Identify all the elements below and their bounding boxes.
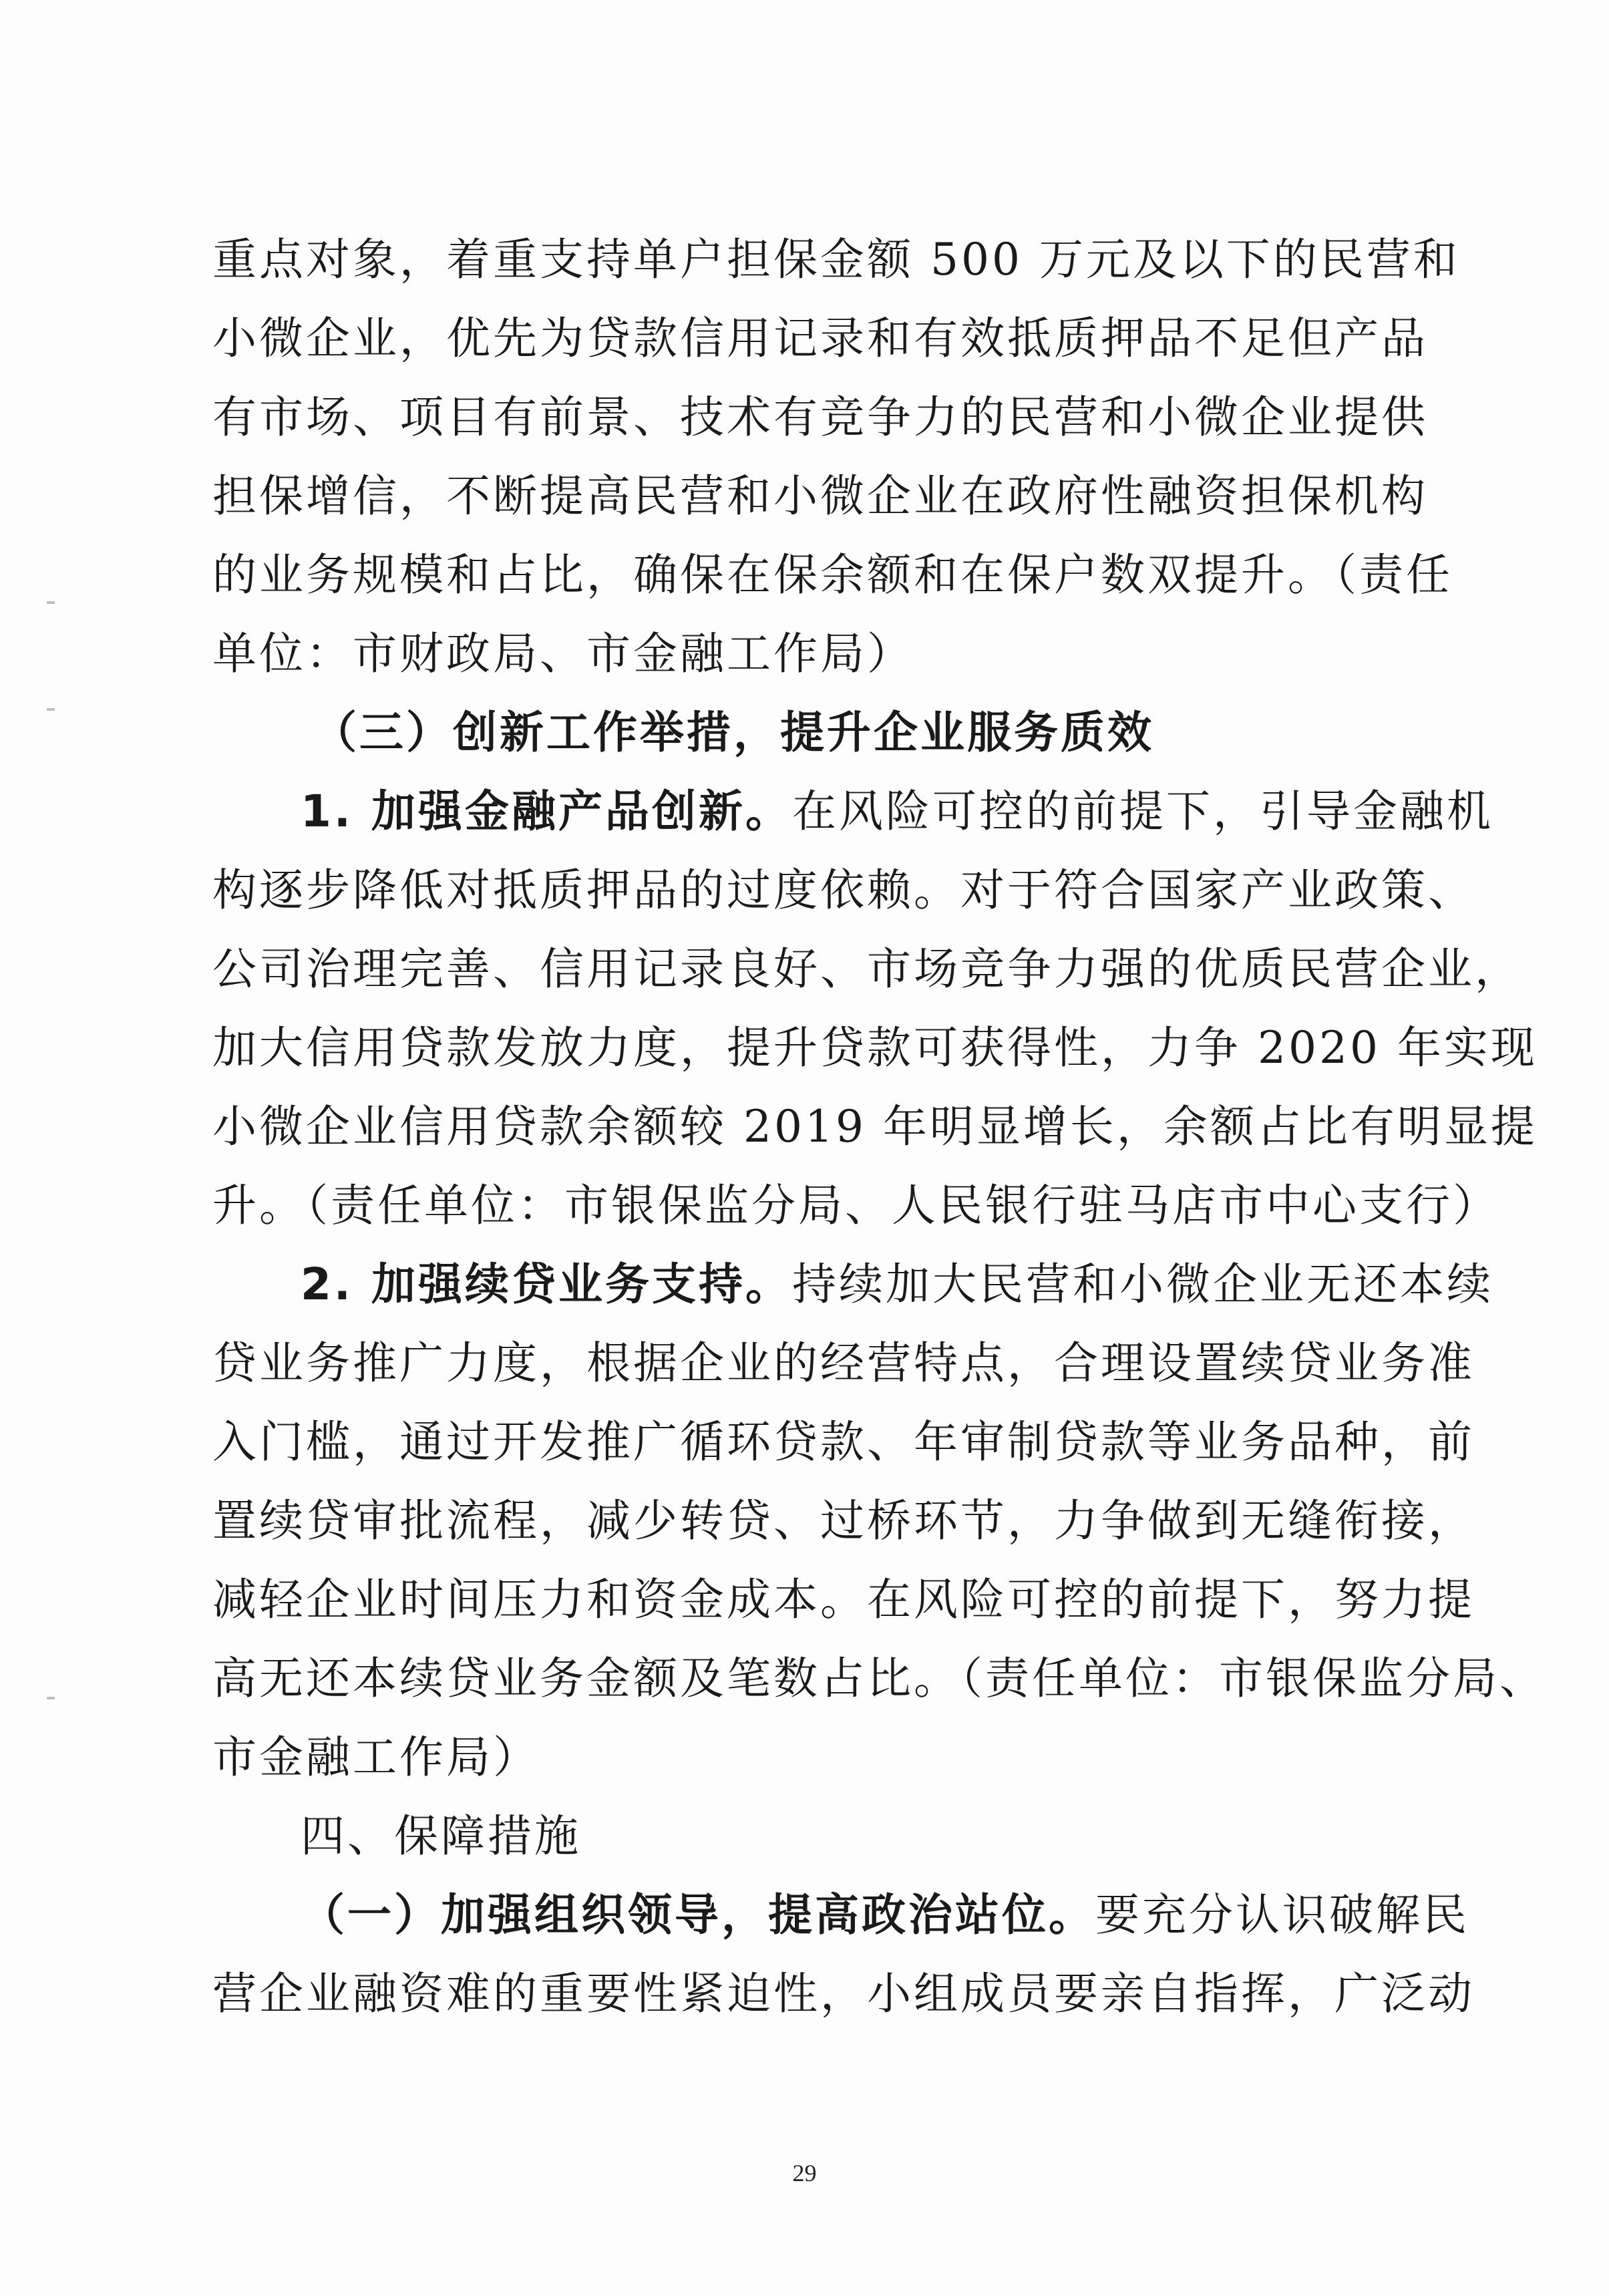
- item-2-first-line: [212, 1245, 1493, 1324]
- item-1-title: 1. 加强金融产品创新。: [301, 786, 792, 837]
- item-1-first-line: [212, 772, 1493, 851]
- document-body: [212, 220, 1546, 2033]
- body-line: 贷业务推广力度，根据企业的经营特点，合理设置续贷业务准: [212, 1337, 1475, 1389]
- page-number: 29: [792, 2160, 817, 2186]
- section-heading-4: 四、保障措施: [301, 1810, 581, 1862]
- item-4-1-text: 要充分认识破解民: [1095, 1889, 1469, 1941]
- body-line: 担保增信，不断提高民营和小微企业在政府性融资担保机构: [212, 470, 1428, 522]
- body-line: 加大信用贷款发放力度，提升贷款可获得性，力争 2020 年实现: [212, 1022, 1538, 1074]
- body-line: 的业务规模和占比，确保在保余额和在保户数双提升。（责任: [212, 549, 1453, 601]
- scan-mark: [47, 1697, 55, 1699]
- item-1-text: 在风险可控的前提下，引导金融机: [791, 786, 1493, 837]
- scan-mark: [47, 708, 55, 711]
- body-line: 减轻企业时间压力和资金成本。在风险可控的前提下，努力提: [212, 1574, 1475, 1625]
- body-line: 单位：市财政局、市金融工作局）: [212, 628, 914, 679]
- item-4-1-first-line: [212, 1876, 1469, 1955]
- body-line: 重点对象，着重支持单户担保金额 500 万元及以下的民营和: [212, 234, 1460, 285]
- body-line: 营企业融资难的重要性紧迫性，小组成员要亲自指挥，广泛动: [212, 1968, 1475, 2019]
- body-line: 小微企业，优先为贷款信用记录和有效抵质押品不足但产品: [212, 313, 1428, 364]
- body-line: 小微企业信用贷款余额较 2019 年明显增长，余额占比有明显提: [212, 1101, 1538, 1152]
- body-line: 公司治理完善、信用记录良好、市场竞争力强的优质民营企业，: [212, 943, 1522, 995]
- body-line: 高无还本续贷业务金额及笔数占比。（责任单位：市银保监分局、: [212, 1653, 1546, 1704]
- item-4-1-title: （一）加强组织领导，提高政治站位。: [301, 1889, 1095, 1941]
- scan-mark: [47, 601, 55, 604]
- body-line: 入门槛，通过开发推广循环贷款、年审制贷款等业务品种，前: [212, 1416, 1475, 1468]
- body-line: 升。（责任单位：市银保监分局、人民银行驻马店市中心支行）: [212, 1180, 1499, 1231]
- body-line: 有市场、项目有前景、技术有竞争力的民营和小微企业提供: [212, 391, 1428, 443]
- body-line: 市金融工作局）: [212, 1732, 540, 1783]
- body-line: 置续贷审批流程，减少转贷、过桥环节，力争做到无缝衔接，: [212, 1495, 1475, 1546]
- section-heading-3: （三）创新工作举措，提升企业服务质效: [313, 707, 1154, 758]
- item-2-title: 2. 加强续贷业务支持。: [301, 1259, 792, 1310]
- item-2-text: 持续加大民营和小微企业无还本续: [791, 1259, 1493, 1310]
- body-line: 构逐步降低对抵质押品的过度依赖。对于符合国家产业政策、: [212, 864, 1475, 916]
